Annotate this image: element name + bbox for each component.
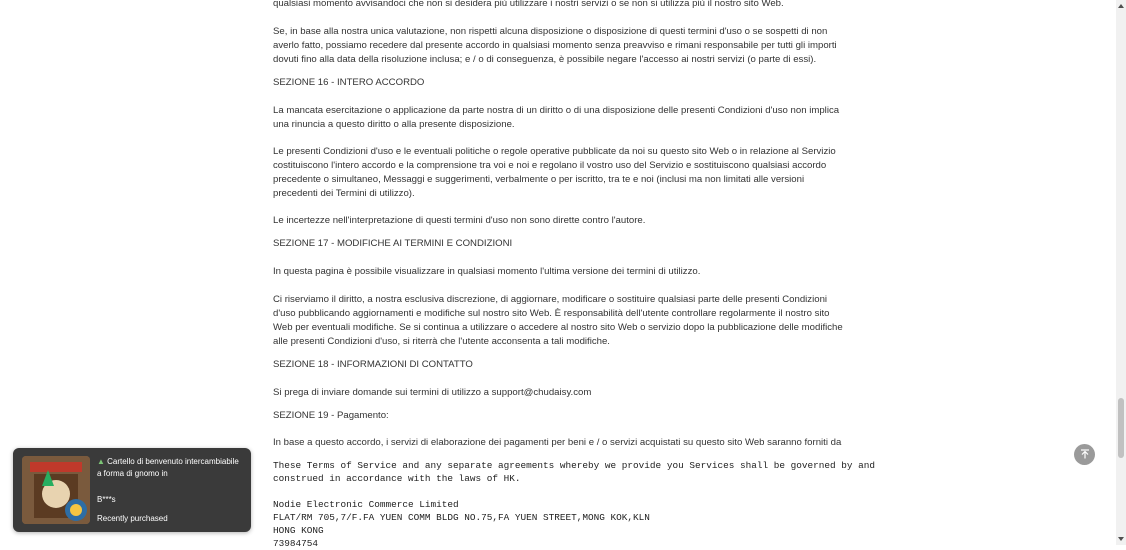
paragraph: Ci riserviamo il diritto, a nostra esclusiva discrezione, di aggiornare, modificare o sostituire qualsiasi parte delle presenti Condizioni d'uso pubblicando aggiornamenti e modifiche sul nostro sito Web. È responsabilità dell'utente controllare regolarmente il nostro sito Web per eventuali modifiche. Se si continua a utilizzare o accedere al nostro sito Web o servizio dopo la pubblicazione delle modifiche alle presenti Condizioni d'uso, si riterrà che l'utente acconsenta a tali modifiche.: [273, 294, 843, 347]
paragraph: Si prega di inviare domande sui termini di utilizzo a support@chudaisy.com: [273, 387, 592, 398]
paragraph: In base a questo accordo, i servizi di elaborazione dei pagamenti per beni e / o servizi acquistati su questo sito Web saranno forniti da: [273, 437, 842, 448]
back-to-top-button[interactable]: [1074, 444, 1095, 465]
leaf-icon: ▲: [97, 457, 105, 466]
company-address: Nodie Electronic Commerce Limited FLAT/RM 705,7/F.FA YUEN COMM BLDG NO.75,FA YUEN STREET,MONG KOK,KLN HONG KONG 73984754: [273, 499, 650, 549]
paragraph: Se, in base alla nostra unica valutazione, non rispetti alcuna disposizione o disposizione di questi termini d'uso o se sospetti di non averlo fatto, possiamo recedere dal presente accordo in qualsiasi momento senza preavviso e rimani responsabile per tutti gli importi dovuti fino alla data della risoluzione inclusa; e / o di conseguenza, è possibile negare l'accesso ai nostri servizi (o parte di essi).: [273, 26, 837, 65]
governing-law-text: These Terms of Service and any separate agreements whereby we provide you Services shall be governed by and construed in accordance with the laws of HK.: [273, 460, 875, 484]
paragraph: In questa pagina è possibile visualizzare in qualsiasi momento l'ultima versione dei termini di utilizzo.: [273, 266, 701, 277]
product-thumbnail[interactable]: [22, 456, 90, 524]
section-heading-19: SEZIONE 19 - Pagamento:: [273, 410, 389, 421]
popup-status: Recently purchased: [97, 514, 168, 523]
popup-product-name[interactable]: Cartello di benvenuto intercambiabile a forma di gnomo in: [97, 457, 239, 478]
recent-purchase-popup[interactable]: [13, 448, 251, 532]
paragraph: La mancata esercitazione o applicazione da parte nostra di un diritto o di una disposizione delle presenti Condizioni d'uso non implica una rinuncia a questo diritto o alla presente disposizione.: [273, 105, 840, 130]
section-heading-16: SEZIONE 16 - INTERO ACCORDO: [273, 77, 425, 88]
popup-product-text[interactable]: [97, 456, 245, 480]
scrollbar-thumb[interactable]: [1118, 398, 1124, 458]
section-heading-17: SEZIONE 17 - MODIFICHE AI TERMINI E CONDIZIONI: [273, 238, 513, 249]
page-scrollbar[interactable]: [1116, 0, 1126, 545]
paragraph: Le presenti Condizioni d'uso e le eventuali politiche o regole operative pubblicate da noi su questo sito Web o in relazione al Servizio costituiscono l'intero accordo e la comprensione tra voi e noi e regolano il vostro uso del Servizio e sostituiscono qualsiasi accordo precedente o simultaneo, Messaggi e suggerimenti, verbalmente o per iscritto, tra te e noi (inclusi ma non limitati alle versioni precedenti dei Termini di utilizzo).: [273, 146, 836, 199]
paragraph: qualsiasi momento avvisandoci che non si desidera più utilizzare i nostri servizi o se non si utilizza più il nostro sito Web.: [273, 0, 784, 9]
paragraph: Le incertezze nell'interpretazione di questi termini d'uso non sono dirette contro l'autore.: [273, 215, 646, 226]
arrow-up-icon: [1080, 446, 1090, 464]
section-heading-18: SEZIONE 18 - INFORMAZIONI DI CONTATTO: [273, 359, 473, 370]
scroll-down-icon[interactable]: [1118, 537, 1124, 541]
popup-buyer: B***s: [97, 495, 116, 504]
scroll-up-icon[interactable]: [1118, 4, 1124, 8]
